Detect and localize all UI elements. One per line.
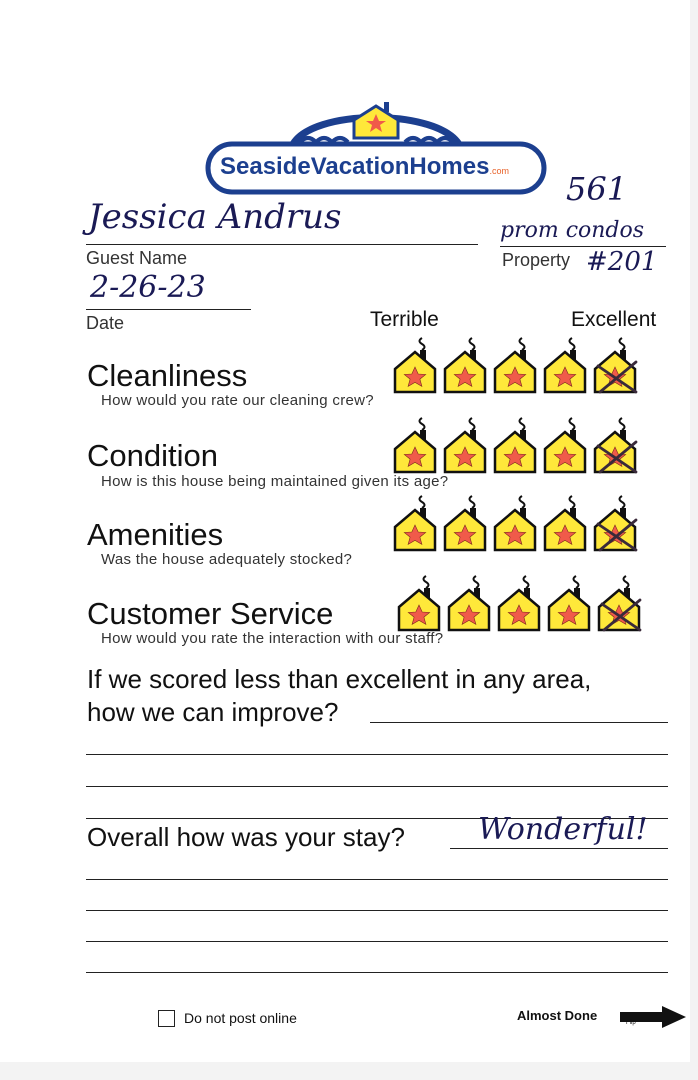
- logo-tld: .com: [489, 166, 509, 176]
- rating-house-icon-5[interactable]: [592, 494, 638, 552]
- rating-house-icon-4[interactable]: [546, 574, 592, 632]
- rating-house-icon-5[interactable]: [592, 336, 638, 394]
- customer-service-question: How would you rate the interaction with our staff?: [101, 630, 444, 647]
- overall-answer-line[interactable]: [86, 972, 668, 973]
- do-not-post-label: Do not post online: [184, 1010, 297, 1026]
- improve-answer-line[interactable]: [86, 786, 668, 787]
- guest-name-line: [86, 244, 478, 245]
- property-label: Property: [502, 250, 571, 270]
- date-label: Date: [86, 313, 125, 333]
- guest-name-label: Guest Name: [86, 248, 188, 268]
- customer-service-label: Customer Service: [87, 596, 334, 631]
- amenities-question: Was the house adequately stocked?: [101, 551, 353, 568]
- date-line: [86, 309, 251, 310]
- improve-answer-line[interactable]: [370, 722, 668, 723]
- rating-house-icon-5[interactable]: [592, 416, 638, 474]
- condition-rating: [392, 416, 638, 474]
- rating-house-icon-1[interactable]: [396, 574, 442, 632]
- overall-answer-line[interactable]: [86, 941, 668, 942]
- logo-brand: SeasideVacationHomes: [220, 153, 490, 180]
- rating-house-icon-3[interactable]: [492, 416, 538, 474]
- do-not-post-checkbox[interactable]: [158, 1010, 175, 1027]
- rating-house-icon-3[interactable]: [492, 494, 538, 552]
- improve-answer-line[interactable]: [86, 754, 668, 755]
- property-value-number[interactable]: 561: [566, 170, 628, 208]
- overall-answer-line[interactable]: [86, 910, 668, 911]
- scale-low-label: Terrible: [370, 308, 439, 331]
- amenities-rating: [392, 494, 638, 552]
- rating-house-icon-5[interactable]: [596, 574, 642, 632]
- rating-house-icon-3[interactable]: [496, 574, 542, 632]
- improve-question-line2: how we can improve?: [87, 697, 339, 727]
- improve-question-line1: If we scored less than excellent in any area,: [87, 664, 592, 694]
- cleanliness-label: Cleanliness: [87, 358, 248, 393]
- rating-house-icon-2[interactable]: [446, 574, 492, 632]
- almost-done-label: Almost Done: [517, 1008, 598, 1023]
- rating-house-icon-4[interactable]: [542, 494, 588, 552]
- property-value-name[interactable]: prom condos: [500, 218, 645, 243]
- rating-house-icon-2[interactable]: [442, 416, 488, 474]
- rating-house-icon-4[interactable]: [542, 416, 588, 474]
- amenities-label: Amenities: [87, 517, 224, 552]
- condition-question: How is this house being maintained given its age?: [101, 473, 449, 490]
- overall-answer-line[interactable]: [86, 879, 668, 880]
- overall-question: Overall how was your stay?: [87, 822, 405, 852]
- overall-answer-line[interactable]: [450, 848, 668, 849]
- cleanliness-question: How would you rate our cleaning crew?: [101, 392, 374, 409]
- scale-high-label: Excellent: [571, 308, 657, 331]
- logo-house-icon: [354, 102, 398, 138]
- property-value-unit[interactable]: #201: [586, 247, 658, 277]
- rating-house-icon-2[interactable]: [442, 494, 488, 552]
- customer-service-rating: [396, 574, 642, 632]
- rating-house-icon-3[interactable]: [492, 336, 538, 394]
- date-value[interactable]: 2-26-23: [90, 270, 206, 305]
- guest-name-value[interactable]: Jessica Andrus: [88, 197, 342, 237]
- logo: [200, 98, 552, 198]
- rating-house-icon-1[interactable]: [392, 336, 438, 394]
- rating-house-icon-4[interactable]: [542, 336, 588, 394]
- logo-graphic: [200, 98, 552, 198]
- rating-house-icon-1[interactable]: [392, 494, 438, 552]
- condition-label: Condition: [87, 438, 218, 473]
- cleanliness-rating: [392, 336, 638, 394]
- overall-answer[interactable]: Wonderful!: [478, 812, 648, 847]
- rating-house-icon-2[interactable]: [442, 336, 488, 394]
- rating-house-icon-1[interactable]: [392, 416, 438, 474]
- flip-label: Flip: [626, 1020, 636, 1026]
